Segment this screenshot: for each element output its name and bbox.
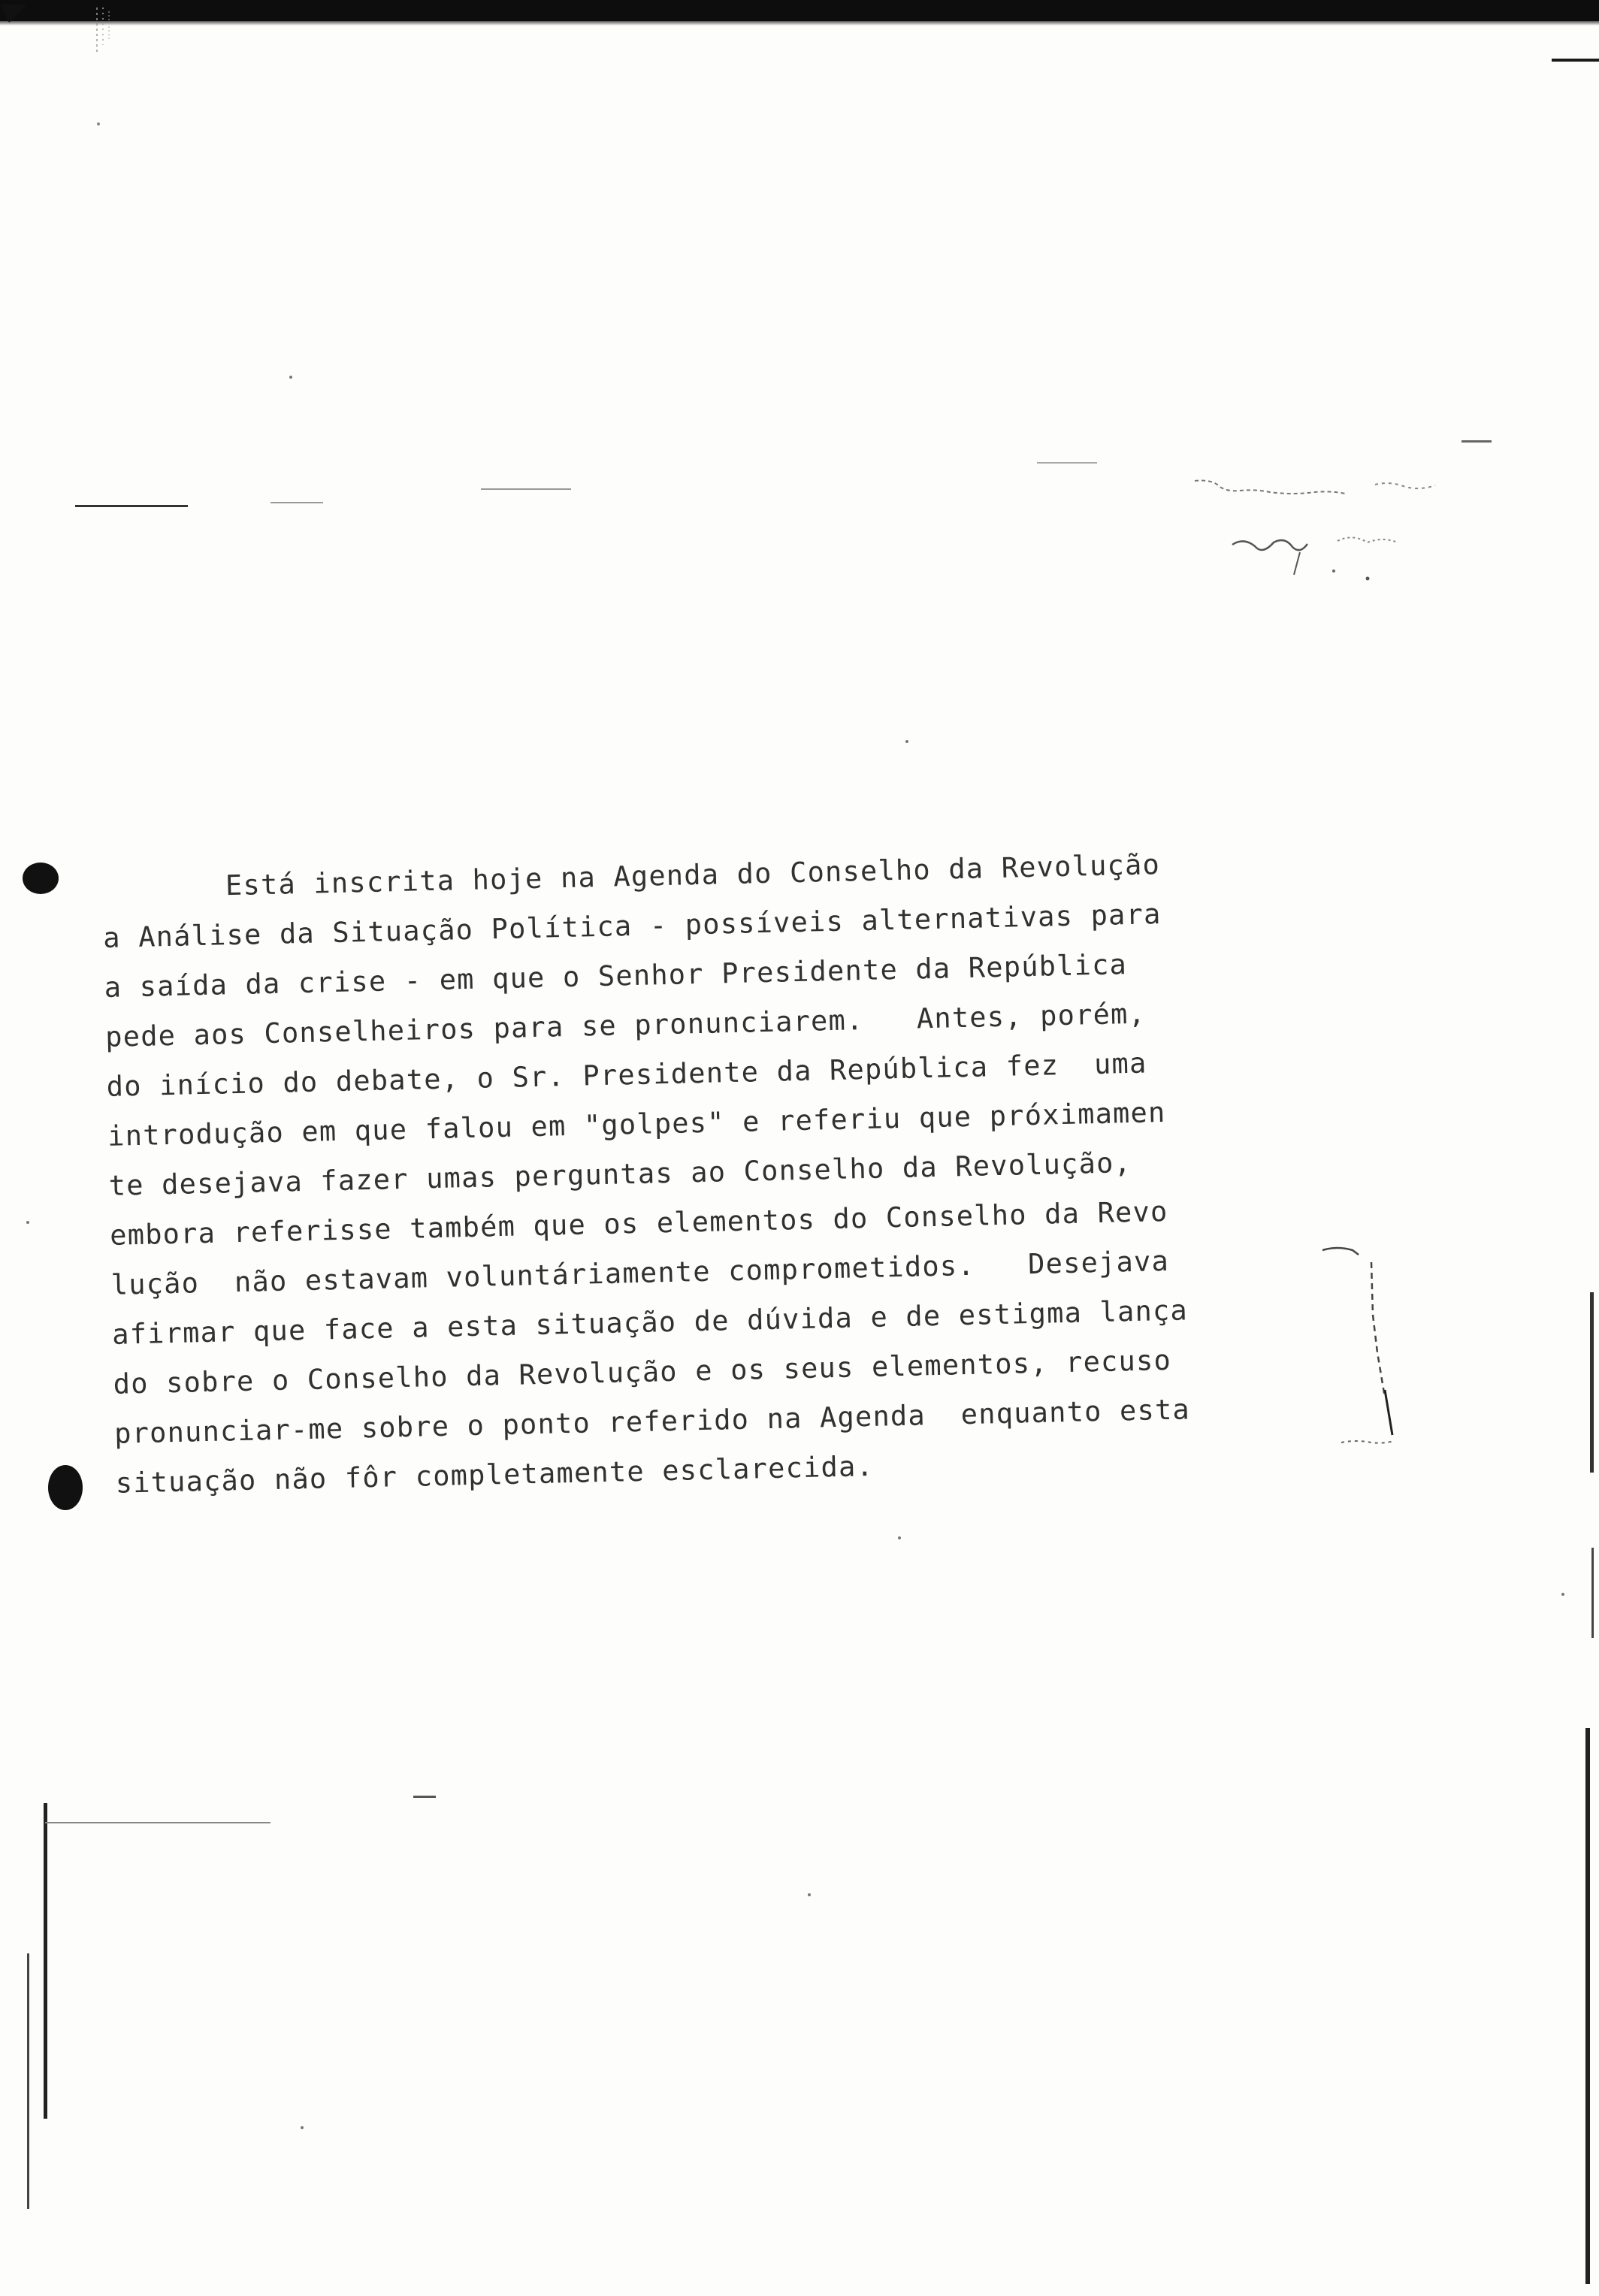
scan-noise-top-left [94, 0, 116, 135]
scan-dot [808, 1893, 811, 1896]
text-line: a saída da crise - em que o Senhor Presidente da República [104, 948, 1128, 1004]
scan-top-shadow [0, 21, 1599, 26]
text-line: situação não fôr completamente esclarecida. [115, 1449, 875, 1500]
text-line: introdução em que falou em "golpes" e referiu que próximamen [107, 1095, 1166, 1153]
text-line: Está inscrita hoje na Agenda do Conselho da Revolução [101, 848, 1161, 905]
punch-hole-lower [48, 1465, 83, 1510]
right-edge-top-mark [1552, 59, 1599, 62]
scan-dot [1561, 1593, 1564, 1596]
scan-dot [301, 2126, 304, 2129]
scan-dash [45, 1822, 271, 1823]
scan-top-edge [0, 0, 1599, 21]
text-line: do início do debate, o Sr. Presidente da República fez uma [106, 1047, 1147, 1103]
handwritten-mark-top-right [1187, 473, 1503, 594]
text-line: pronunciar-me sobre o ponto referido na Agenda enquanto esta [113, 1393, 1191, 1450]
text-line: afirmar que face a esta situação de dúvida e de estigma lança [111, 1294, 1189, 1351]
typed-paragraph [101, 836, 1333, 1509]
right-edge-line-lower [1585, 1728, 1590, 2284]
right-edge-line [1590, 1292, 1594, 1473]
scan-dash [1037, 462, 1097, 464]
scan-dash [271, 502, 323, 503]
scan-dot [289, 376, 292, 379]
scan-dot [905, 740, 908, 743]
scan-dash [75, 505, 188, 507]
text-line: lução não estavam voluntáriamente comprometidos. Desejava [110, 1244, 1170, 1301]
scan-dot [26, 1221, 29, 1224]
corner-arrow-icon [0, 0, 30, 30]
scan-dash [1461, 440, 1492, 443]
left-edge-line-lower [27, 1953, 29, 2209]
text-line: a Análise da Situação Política - possíveis alternativas para [102, 898, 1162, 954]
text-line: embora referisse também que os elementos do Conselho da Revo [109, 1195, 1168, 1252]
text-line: te desejava fazer umas perguntas ao Conselho da Revolução, [108, 1146, 1132, 1202]
scan-dash [413, 1796, 436, 1798]
right-edge-line-mid [1591, 1548, 1594, 1638]
punch-hole-upper [23, 863, 59, 894]
text-line: do sobre o Conselho da Revolução e os seus elementos, recuso [113, 1343, 1172, 1400]
scan-dash [481, 488, 571, 490]
scan-dot [898, 1536, 901, 1539]
left-edge-line [44, 1803, 47, 2119]
text-line: pede aos Conselheiros para se pronunciarem. Antes, porém, [104, 997, 1147, 1053]
